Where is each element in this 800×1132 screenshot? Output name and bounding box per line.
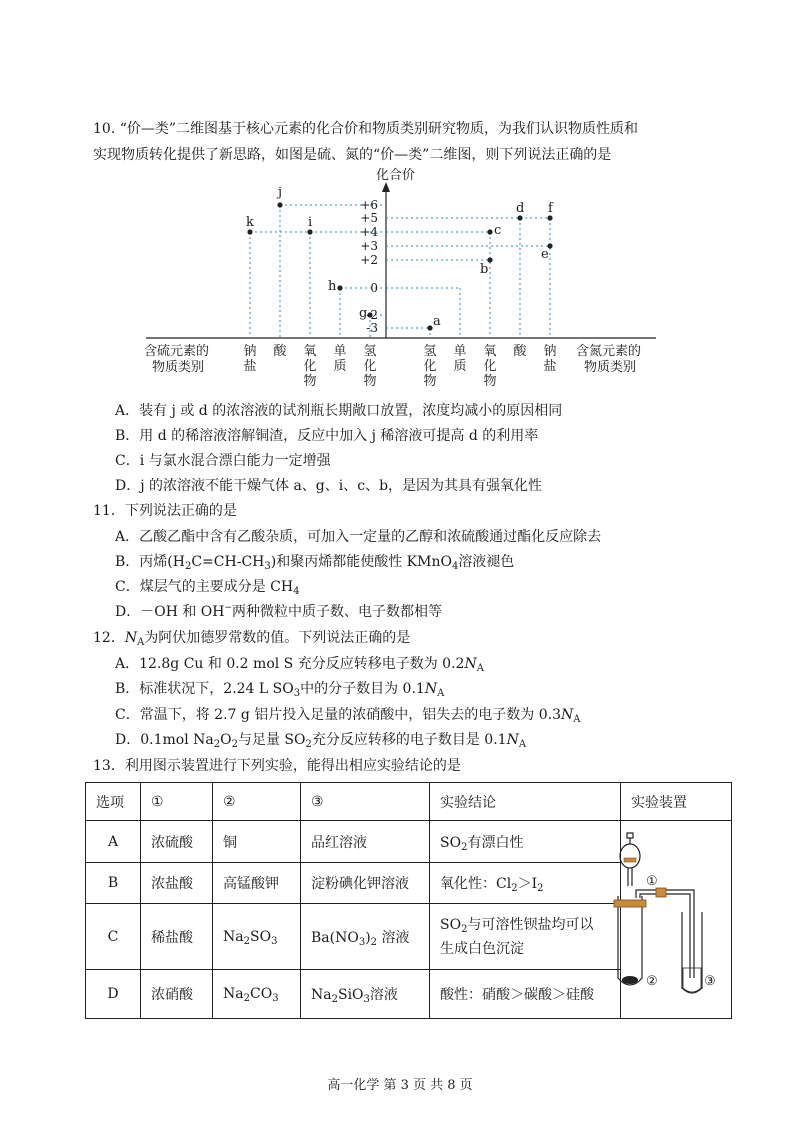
q10-stem-line2: 实现物质转化提供了新思路，如图是硫、氮的“价—类”二维图，则下列说法正确的是 xyxy=(93,147,612,163)
table-header-row xyxy=(86,783,732,821)
q11-option-c: C．煤层气的主要成分是 $CH_4$ xyxy=(115,579,300,597)
row-reagent-3: 淀粉碘化钾溶液 xyxy=(301,863,430,904)
tick-label: 0 xyxy=(370,281,378,295)
point-label-i: i xyxy=(308,215,313,230)
row-reagent-3: 品红溶液 xyxy=(301,821,430,863)
point-label-g: g xyxy=(359,306,368,321)
q10-option-b: B．用 d 的稀溶液溶解铜渣，反应中加入 j 稀溶液可提高 d 的利用率 xyxy=(115,428,539,444)
point-label-c: c xyxy=(494,223,502,238)
row-option: C xyxy=(86,904,141,970)
tick-label: +4 xyxy=(360,225,378,239)
point-label-h: h xyxy=(328,279,337,294)
q11-option-b: B．丙烯$(H_2C=CH-CH_3)$和聚丙烯都能使酸性 KMnO$_4$溶液褪色 xyxy=(115,554,515,572)
q12-option-c: C．常温下，将 2.7 g 铝片投入足量的浓硝酸中，铝失去的电子数为 $0.3N_A$ xyxy=(115,707,581,725)
row-reagent-1: 浓硫酸 xyxy=(141,821,213,863)
row-reagent-1: 浓盐酸 xyxy=(141,863,213,904)
row-option: A xyxy=(86,821,141,863)
row-reagent-2: 高锰酸钾 xyxy=(213,863,301,904)
row-reagent-2: 铜 xyxy=(213,821,301,863)
s-category-oxide: 氧化物 xyxy=(303,344,317,389)
row-option: B xyxy=(86,863,141,904)
point-label-a: a xyxy=(433,314,441,329)
n-category-sodium-salt: 钠盐 xyxy=(543,344,557,374)
n-category-oxide: 氧化物 xyxy=(483,344,497,389)
tick-label: +6 xyxy=(360,198,378,212)
row-conclusion: 氧化性：$Cl_2>I_2$ xyxy=(430,863,621,904)
row-reagent-2: $Na_2SO_3$ xyxy=(213,904,301,970)
row-reagent-1: 浓硝酸 xyxy=(141,970,213,1019)
row-reagent-2: $Na_2CO_3$ xyxy=(213,970,301,1019)
n-category-acid: 酸 xyxy=(513,344,527,359)
q12-stem: 12．$N_A$为阿伏加德罗常数的值。下列说法正确的是 xyxy=(93,630,411,648)
row-option: D xyxy=(86,970,141,1019)
tick-label: +3 xyxy=(360,239,378,253)
point-label-j: j xyxy=(278,185,283,200)
s-category-sodium-salt: 钠盐 xyxy=(243,344,257,374)
page-footer: 高一化学 第 3 页 共 8 页 xyxy=(327,1078,473,1093)
q10-option-a: A．装有 j 或 d 的浓溶液的试剂瓶长期敞口放置，浓度均减小的原因相同 xyxy=(115,403,563,419)
header-option: 选项 xyxy=(86,783,141,821)
tick-label: -2 xyxy=(366,308,378,322)
experiment-apparatus xyxy=(608,828,718,1008)
y-axis-label: 化合价 xyxy=(376,168,416,183)
q11-option-a: A．乙酸乙酯中含有乙酸杂质，可加入一定量的乙醇和浓硫酸通过酯化反应除去 xyxy=(115,529,602,545)
header-reagent-1: ① xyxy=(141,783,213,821)
tick-label: +2 xyxy=(360,253,378,267)
s-category-element: 单质 xyxy=(333,344,347,374)
header-apparatus: 实验装置 xyxy=(621,783,732,821)
q12-option-b: B．标准状况下，2.24 L $SO_3$中的分子数目为 $0.1N_A$ xyxy=(115,681,445,699)
s-category-hydride: 氢化物 xyxy=(363,344,377,389)
apparatus-label-3: ③ xyxy=(704,974,716,989)
row-reagent-3: $Ba(NO_3)_2$ 溶液 xyxy=(301,904,430,970)
q12-option-d: D．0.1mol $Na_2O_2$与足量 $SO_2$充分反应转移的电子数目是 $0.1N_A$ xyxy=(115,732,527,750)
valence-class-diagram xyxy=(140,168,660,398)
apparatus-label-2: ② xyxy=(646,974,658,989)
n-category-hydride: 氢化物 xyxy=(423,344,437,389)
s-class-label-2: 物质类别 xyxy=(152,360,205,375)
n-class-label-1: 含氮元素的 xyxy=(576,344,642,359)
apparatus-drawing xyxy=(608,828,718,1008)
header-conclusion: 实验结论 xyxy=(430,783,621,821)
row-conclusion: $SO_2$有漂白性 xyxy=(430,821,621,863)
point-label-d: d xyxy=(516,201,525,216)
q10-stem-line1: 10. “价—类”二维图基于核心元素的化合价和物质类别研究物质，为我们认识物质性质和 xyxy=(93,121,639,137)
tick-label: -3 xyxy=(366,321,378,335)
tick-label: +5 xyxy=(360,211,378,225)
apparatus-label-1: ① xyxy=(646,874,658,889)
q12-option-a: A．12.8g Cu 和 0.2 mol S 充分反应转移电子数为 $0.2N_A$ xyxy=(115,656,484,674)
point-label-b: b xyxy=(480,262,489,277)
header-reagent-2: ② xyxy=(213,783,301,821)
row-reagent-1: 稀盐酸 xyxy=(141,904,213,970)
q10-option-d: D．j 的浓溶液不能干燥气体 a、g、i、c、b，是因为其具有强氧化性 xyxy=(115,478,543,494)
point-label-f: f xyxy=(548,201,553,216)
header-reagent-3: ③ xyxy=(301,783,430,821)
point-label-e: e xyxy=(541,247,549,262)
q11-stem: 11．下列说法正确的是 xyxy=(93,503,237,519)
s-category-acid: 酸 xyxy=(273,344,287,359)
n-class-label-2: 物质类别 xyxy=(584,360,637,375)
row-conclusion: $SO_2$与可溶性钡盐均可以 生成白色沉淀 xyxy=(430,904,621,970)
q11-option-d: D．－OH 和 OH−两种微粒中质子数、电子数都相等 xyxy=(115,603,443,620)
q10-option-c: C．i 与氯水混合漂白能力一定增强 xyxy=(115,453,331,469)
q13-stem: 13．利用图示装置进行下列实验，能得出相应实验结论的是 xyxy=(93,758,461,774)
row-conclusion: 酸性：硝酸＞碳酸＞硅酸 xyxy=(430,970,621,1019)
diagram-lines xyxy=(140,168,660,398)
s-class-label-1: 含硫元素的 xyxy=(144,344,210,359)
point-label-k: k xyxy=(246,215,254,230)
n-category-element: 单质 xyxy=(453,344,467,374)
row-reagent-3: $Na_2SiO_3$溶液 xyxy=(301,970,430,1019)
